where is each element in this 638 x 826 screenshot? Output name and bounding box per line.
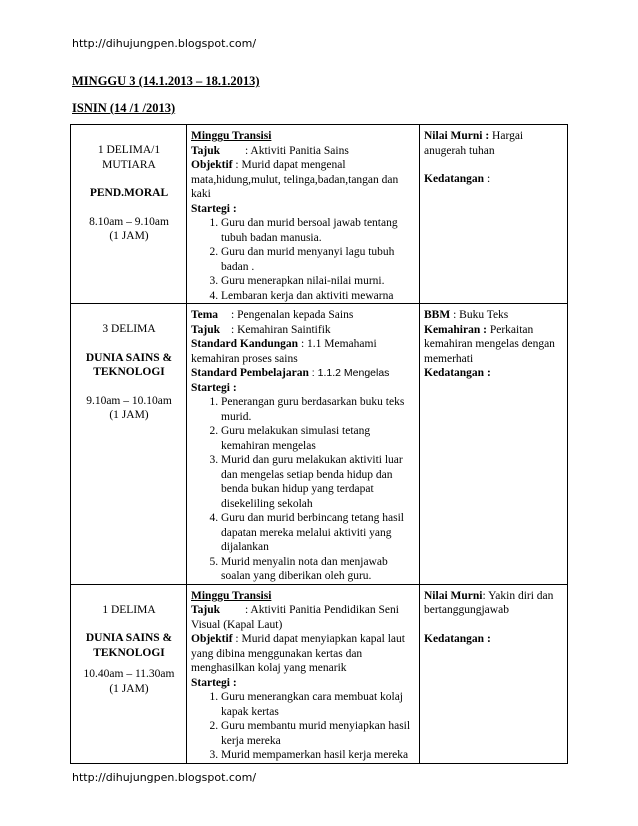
lesson-heading: Minggu Transisi [191,130,272,142]
table-row [71,304,568,585]
content-cell [187,125,420,304]
class-name: 3 DELIMA [102,323,156,335]
header-url[interactable]: http://dihujungpen.blogspot.com/ [72,37,257,50]
standard-pembelajaran-value: : 1.1.2 Mengelas [308,367,390,379]
tajuk-value: : Aktiviti Panitia Pendidikan Seni Visual (Kapal Laut) [191,604,399,631]
class-name: 1 DELIMA [102,603,156,616]
class-cell [71,125,187,304]
nilai-murni-label: Nilai Murni [424,589,483,602]
bbm-label: BBM [424,309,451,321]
kemahiran-value: Perkaitan kemahiran mengelas dengan memerhati [424,323,555,365]
strategy-list [191,216,416,303]
list-item: 1. Penerangan guru berdasarkan buku teks murid. [221,395,416,424]
standard-kandungan-label: Standard Kandungan [191,338,299,350]
lesson-heading: Minggu Transisi [191,589,272,602]
list-item: 4. Lembaran kerja dan aktiviti mewarna [221,289,416,304]
tajuk-label: Tajuk [191,604,220,616]
list-item: 2. Guru melakukan simulasi tetang kemahiran mengelas [221,424,416,453]
list-item: 1. Guru dan murid bersoal jawab tentang tubuh badan manusia. [221,216,416,245]
nilai-murni-label: Nilai Murni : [424,130,490,142]
tajuk-label: Tajuk [191,323,220,336]
list-item: 4. Guru dan murid berbincang tetang hasil dapatan mereka melalui aktiviti yang dijalankan [221,511,416,555]
strategy-list [191,690,416,763]
day-title: ISNIN (14 /1 /2013) [72,101,176,115]
objektif-label: Objektif [191,633,233,645]
objektif-label: Objektif [191,159,233,171]
list-item: 3. Guru menerapkan nilai-nilai murni. [221,274,416,289]
notes-cell [420,125,568,304]
objektif-value: : Murid dapat mengenal mata,hidung,mulut, telinga,badan,tangan dan kaki [191,159,399,200]
notes-cell [420,584,568,763]
kedatangan-label: Kedatangan : [424,367,491,379]
bbm-value: : Buku Teks [450,309,509,321]
list-item: 3. Murid dan guru melakukan aktiviti luar dan mengelas setiap benda hidup dan benda bukan hidup yang terdapat disekeliling sekolah [221,453,416,511]
tajuk-label: Tajuk [191,144,220,157]
nilai-murni-value: Hargai anugerah tuhan [424,130,524,157]
list-item: 3. Murid mempamerkan hasil kerja mereka [221,748,416,763]
time-slot: 8.10am – 9.10am [89,215,169,228]
list-item: 5. Murid menyalin nota dan menjawab soalan yang diberikan oleh guru. [221,555,416,584]
tema-label: Tema [191,309,219,321]
kedatangan-label: Kedatangan : [424,632,491,645]
list-item: 2. Guru dan murid menyanyi lagu tubuh badan . [221,245,416,274]
footer-url[interactable]: http://dihujungpen.blogspot.com/ [72,771,257,784]
kedatangan-label: Kedatangan [424,173,485,185]
tajuk-value: : Aktiviti Panitia Sains [245,144,349,157]
week-title: MINGGU 3 (14.1.2013 – 18.1.2013) [72,74,260,88]
nilai-murni-value: : Yakin diri dan bertanggungjawab [424,589,554,616]
strategy-list [191,395,416,584]
strategi-label: Startegi : [191,381,237,394]
kedatangan-suffix: : [484,173,491,185]
notes-cell [420,304,568,585]
duration: (1 JAM) [109,682,149,695]
class-cell [71,304,187,585]
class-name: 1 DELIMA/1 MUTIARA [97,144,161,171]
subject-name: DUNIA SAINS & TEKNOLOGI [85,351,173,378]
tema-value: : Pengenalan kepada Sains [231,309,354,321]
standard-kandungan-value: : 1.1 Memahami kemahiran proses sains [191,338,377,365]
kemahiran-label: Kemahiran : [424,323,487,336]
duration: (1 JAM) [109,409,149,421]
lesson-plan-table [70,124,568,764]
duration: (1 JAM) [109,230,149,242]
strategi-label: Startegi : [191,676,237,689]
subject-name: PEND.MORAL [89,187,169,199]
content-cell [187,584,420,763]
strategi-label: Startegi : [191,202,237,215]
time-slot: 10.40am – 11.30am [83,668,175,680]
time-slot: 9.10am – 10.10am [86,394,172,407]
table-row [71,584,568,763]
content-cell [187,304,420,585]
table-row [71,125,568,304]
objektif-value: : Murid dapat menyiapkan kapal laut yang dibina menggunakan kertas dan menghasilkan kolaj yang menarik [191,633,405,674]
list-item: 1. Guru menerangkan cara membuat kolaj kapak kertas [221,690,416,719]
tajuk-value: : Kemahiran Saintifik [231,323,331,336]
list-item: 2. Guru membantu murid menyiapkan hasil kerja mereka [221,719,416,748]
standard-pembelajaran-label: Standard Pembelajaran [191,367,309,379]
class-cell [71,584,187,763]
subject-name: DUNIA SAINS & TEKNOLOGI [85,632,173,659]
